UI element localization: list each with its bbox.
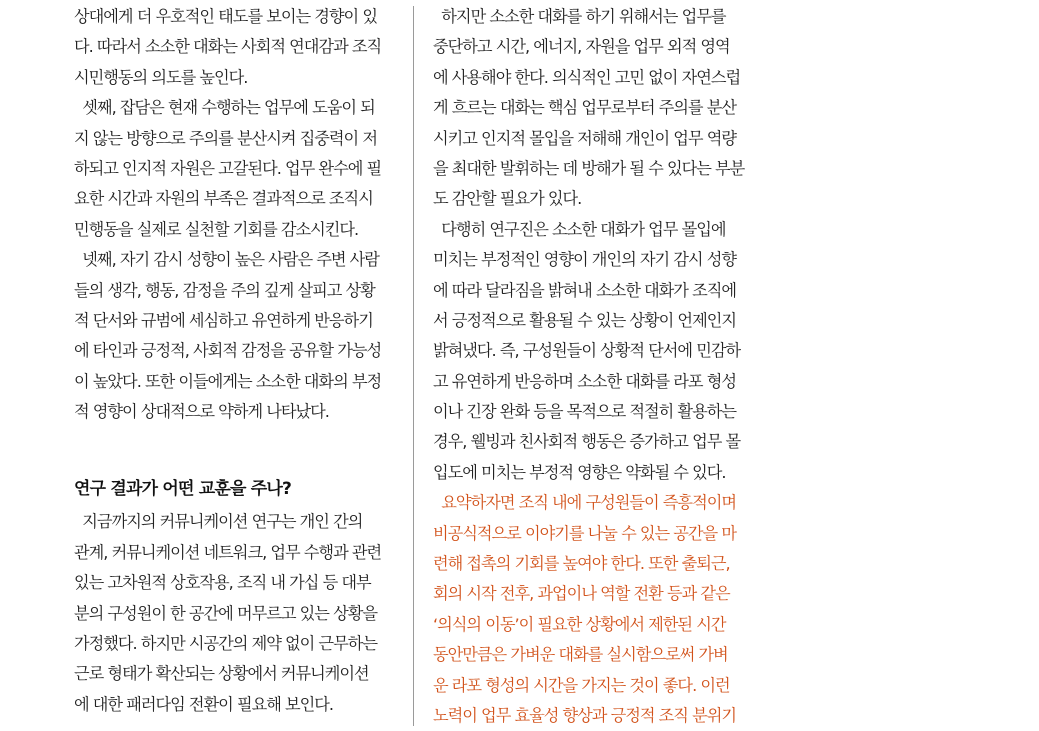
left-column: [74, 2, 394, 720]
text-line: 서 긍정적으로 활용될 수 있는 상황이 언제인지: [433, 310, 736, 330]
highlight-line: 노력이 업무 효율성 향상과 긍정적 조직 분위기: [433, 705, 736, 725]
left-paragraph-2: [74, 93, 394, 245]
text-line: 이나 긴장 완화 등을 목적으로 적절히 활용하는: [433, 402, 736, 422]
highlight-line: 비공식적으로 이야기를 나눌 수 있는 공간을 마: [433, 523, 736, 543]
text-line: 이 높았다. 또한 이들에게는 소소한 대화의 부정: [74, 371, 382, 391]
text-line: 다. 따라서 소소한 대화는 사회적 연대감과 조직: [74, 37, 382, 57]
right-column: [433, 2, 753, 731]
text-line: 도 감안할 필요가 있다.: [433, 189, 582, 209]
text-line: 관계, 커뮤니케이션 네트워크, 업무 수행과 관련: [74, 542, 382, 562]
text-line: 입도에 미치는 부정적 영향은 약화될 수 있다.: [433, 462, 726, 482]
text-line: 게 흐르는 대화는 핵심 업무로부터 주의를 분산: [433, 98, 736, 118]
text-line: 에 대한 패러다임 전환이 필요해 보인다.: [74, 694, 334, 714]
text-line: 고 유연하게 반응하며 소소한 대화를 라포 형성: [433, 371, 736, 391]
column-divider: [413, 6, 414, 726]
text-line: 밝혀냈다. 즉, 구성원들이 상황적 단서에 민감하: [433, 341, 741, 361]
text-line: 상대에게 더 우호적인 태도를 보이는 경향이 있: [74, 7, 377, 26]
text-line: 들의 생각, 행동, 감정을 주의 깊게 살피고 상황: [74, 280, 375, 300]
text-line: 분의 구성원이 한 공간에 머무르고 있는 상황을: [74, 603, 377, 623]
text-line: 에 사용해야 한다. 의식적인 고민 없이 자연스럽: [433, 67, 741, 87]
section-heading: 연구 결과가 어떤 교훈을 주나?: [74, 479, 291, 500]
text-line: 하되고 인지적 자원은 고갈된다. 업무 완수에 필: [74, 158, 382, 178]
text-line: 을 최대한 발휘하는 데 방해가 될 수 있다는 부분: [433, 158, 745, 178]
right-paragraph-1: [433, 2, 753, 215]
highlight-line: 요약하자면 조직 내에 구성원들이 즉흥적이며: [433, 493, 736, 513]
text-line: 적 단서와 규범에 세심하고 유연하게 반응하기: [74, 310, 373, 330]
text-line: 시키고 인지적 몰입을 저해해 개인이 업무 역량: [433, 128, 736, 148]
text-line: 요한 시간과 자원의 부족은 결과적으로 조직시: [74, 189, 373, 209]
text-line: 지 않는 방향으로 주의를 분산시켜 집중력이 저: [74, 128, 377, 148]
highlight-line: 운 라포 형성의 시간을 가지는 것이 좋다. 이런: [433, 675, 730, 695]
section-spacer: [74, 427, 394, 471]
right-paragraph-2: [433, 215, 753, 489]
text-line: 민행동을 실제로 실천할 기회를 감소시킨다.: [74, 219, 359, 239]
text-line: 넷째, 자기 감시 성향이 높은 사람은 주변 사람: [74, 250, 379, 270]
text-line: 경우, 웰빙과 친사회적 행동은 증가하고 업무 몰: [433, 432, 741, 452]
text-line: 에 따라 달라짐을 밝혀내 소소한 대화가 조직에: [433, 280, 736, 300]
text-line: 에 타인과 긍정적, 사회적 감정을 공유할 가능성: [74, 341, 382, 361]
text-line: 적 영향이 상대적으로 약하게 나타났다.: [74, 402, 329, 422]
highlight-line: 회의 시작 전후, 과업이나 역할 전환 등과 같은: [433, 584, 730, 604]
text-line: 시민행동의 의도를 높인다.: [74, 67, 248, 87]
left-paragraph-1: [74, 2, 394, 93]
highlight-line: 련해 접촉의 기회를 높여야 한다. 또한 출퇴근,: [433, 554, 730, 574]
left-paragraph-3: [74, 245, 394, 427]
highlighted-summary-paragraph: [433, 488, 753, 731]
text-line: 있는 고차원적 상호작용, 조직 내 가십 등 대부: [74, 573, 371, 593]
text-line: 미치는 부정적인 영향이 개인의 자기 감시 성향: [433, 250, 736, 270]
text-line: 중단하고 시간, 에너지, 자원을 업무 외적 영역: [433, 37, 730, 57]
text-line: 셋째, 잡담은 현재 수행하는 업무에 도움이 되: [74, 98, 375, 118]
highlight-line: ‘의식의 이동’이 필요한 상황에서 제한된 시간: [433, 614, 726, 634]
highlight-line: 동안만큼은 가벼운 대화를 실시함으로써 가벼: [433, 645, 728, 665]
left-paragraph-4: [74, 507, 394, 720]
text-line: 하지만 소소한 대화를 하기 위해서는 업무를: [433, 7, 726, 26]
text-line: 근로 형태가 확산되는 상황에서 커뮤니케이션: [74, 664, 369, 684]
text-line: 가정했다. 하지만 시공간의 제약 없이 근무하는: [74, 634, 377, 654]
text-line: 다행히 연구진은 소소한 대화가 업무 몰입에: [433, 219, 726, 239]
text-line: 지금까지의 커뮤니케이션 연구는 개인 간의: [74, 512, 363, 532]
